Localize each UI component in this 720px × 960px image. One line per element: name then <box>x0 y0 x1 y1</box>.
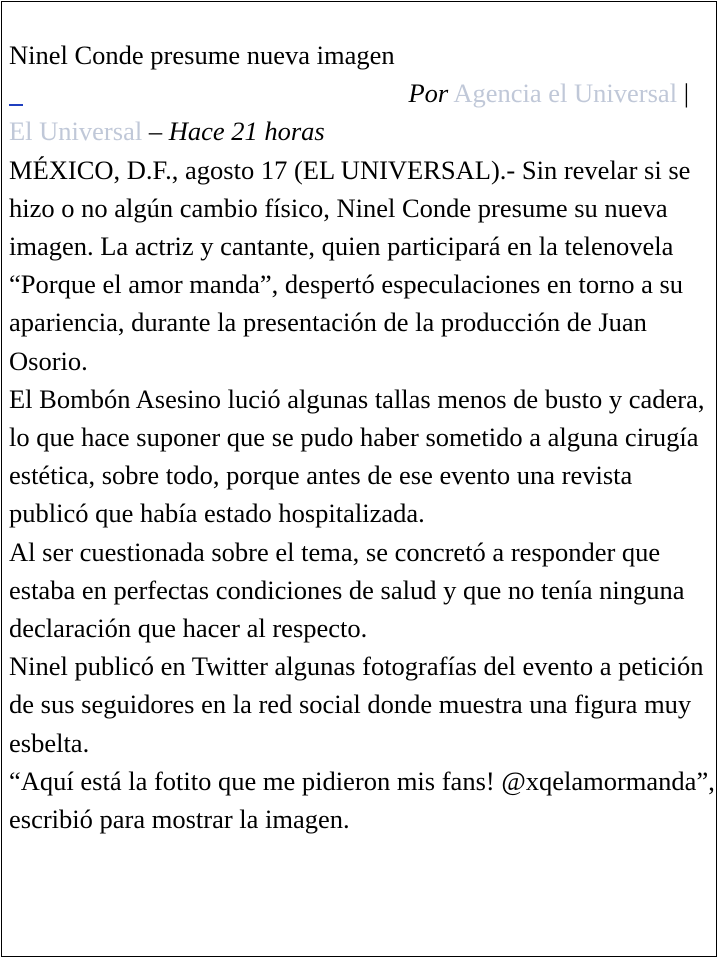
source-link[interactable]: El Universal <box>9 116 143 147</box>
byline-row-1 <box>9 74 715 112</box>
byline-row-2 <box>9 112 715 150</box>
agency-link[interactable]: Agencia el Universal <box>453 78 678 109</box>
empty-link[interactable] <box>9 74 23 106</box>
byline-separator: | <box>683 78 689 109</box>
byline-time: – Hace 21 horas <box>148 116 325 147</box>
article <box>9 36 715 838</box>
article-title: Ninel Conde presume nueva imagen <box>9 40 395 70</box>
byline-right <box>408 74 689 112</box>
byline-por: Por <box>408 78 449 109</box>
paragraph-5: “Aquí está la fotito que me pidieron mis fans! @xqelamormanda”, escribió para mostrar la imagen. <box>9 765 715 835</box>
document-page <box>1 1 717 957</box>
paragraph-4: Ninel publicó en Twitter algunas fotografías del evento a petición de sus seguidores en la red social donde muestra una figura muy esbelta. <box>9 651 704 758</box>
paragraph-3: Al ser cuestionada sobre el tema, se concretó a responder que estaba en perfectas condiciones de salud y que no tenía ninguna declaración que hacer al respecto. <box>9 536 685 643</box>
paragraph-1: MÉXICO, D.F., agosto 17 (EL UNIVERSAL).- Sin revelar si se hizo o no algún cambio físico, Ninel Conde presume su nueva imagen. La actriz y cantante, quien participará en la telenovela “Porque el amor manda”, despertó especulaciones en torno a su apariencia, durante la presentación de la producción de Juan Osorio. <box>9 154 691 376</box>
paragraph-2: El Bombón Asesino lució algunas tallas menos de busto y cadera, lo que hace suponer que se pudo haber sometido a alguna cirugía estética, sobre todo, porque antes de ese evento una revista publicó que había estado hospitalizada. <box>9 383 705 529</box>
